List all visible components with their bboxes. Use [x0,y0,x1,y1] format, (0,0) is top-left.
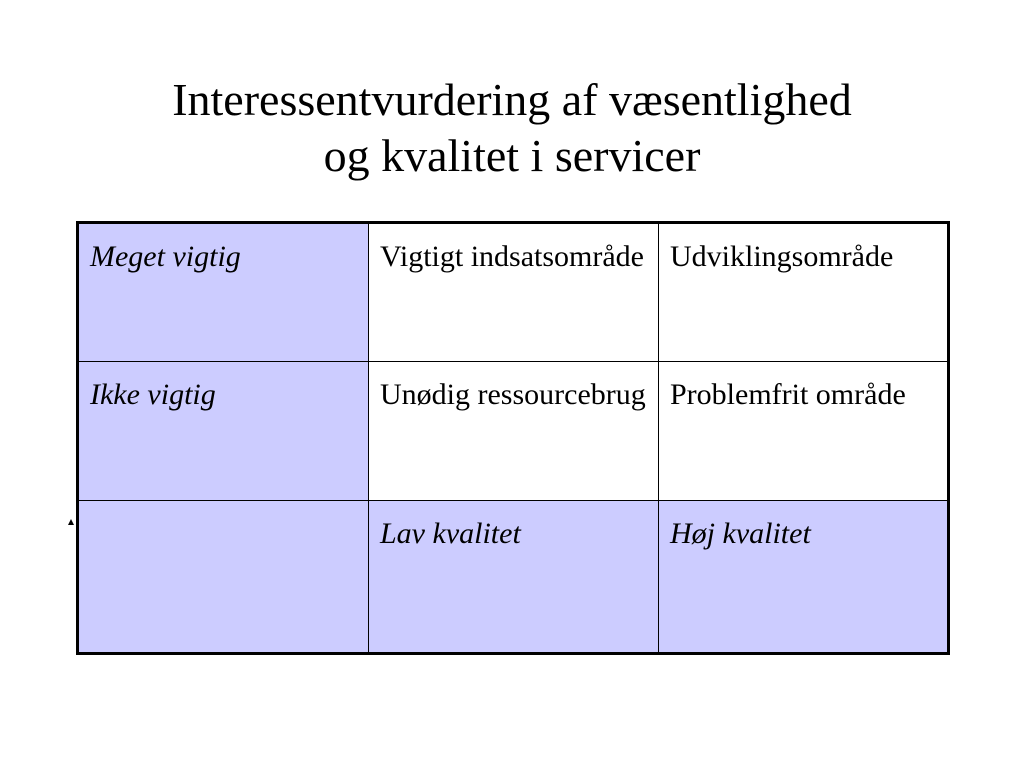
row-label-very-important: Meget vigtig [78,223,369,362]
title-line-1: Interessentvurdering af væsentlighed [172,74,852,125]
corner-cell [78,501,369,654]
column-label-high-quality: Høj kvalitet [659,501,949,654]
row-label-not-important: Ikke vigtig [78,362,369,501]
arrow-tip-icon [68,519,74,525]
cell-problem-free-area: Problemfrit område [659,362,949,501]
matrix-row-not-important [78,362,949,501]
matrix-row-quality-labels [78,501,949,654]
importance-quality-matrix [76,221,950,655]
matrix-row-very-important [78,223,949,362]
cell-important-focus-area: Vigtigt indsatsområde [369,223,659,362]
title-line-2: og kvalitet i servicer [323,130,701,181]
slide-title [0,72,1024,184]
cell-wasted-resources: Unødig ressourcebrug [369,362,659,501]
cell-development-area: Udviklingsområde [659,223,949,362]
column-label-low-quality: Lav kvalitet [369,501,659,654]
